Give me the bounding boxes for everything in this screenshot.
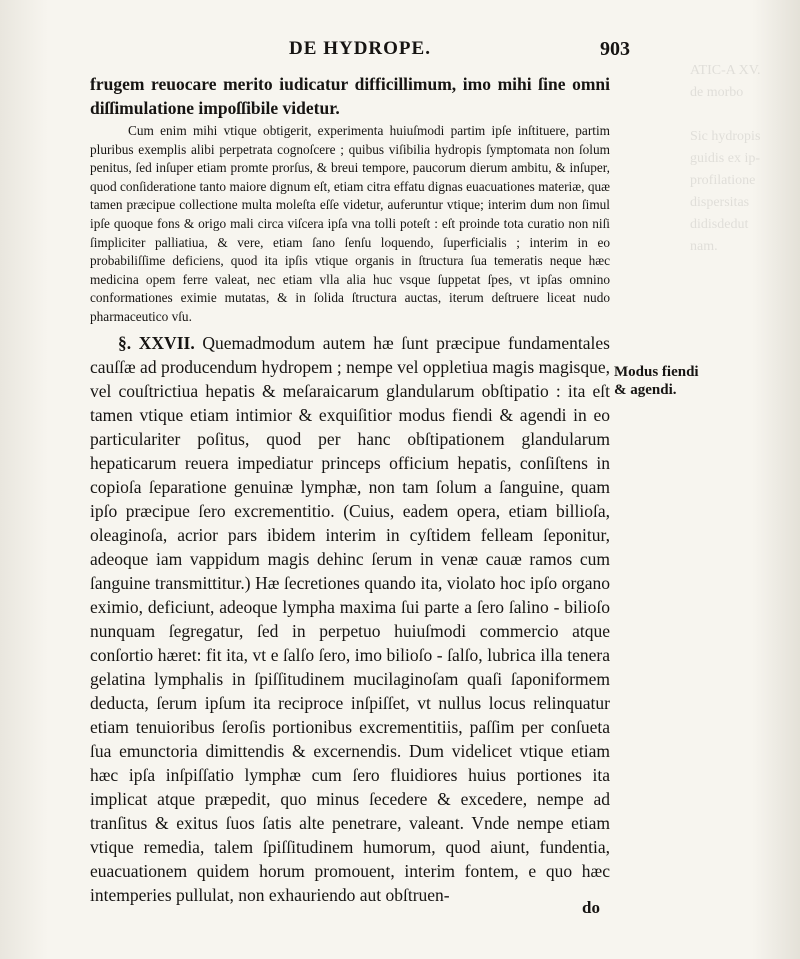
page-header [90, 38, 630, 68]
body-text [90, 72, 610, 907]
intro-paragraph: frugem reuocare merito iudicatur difficillimum, imo mihi ſine omni diſſimulatione impoſſibile videtur. [90, 74, 610, 118]
section-paragraph [90, 331, 610, 907]
facing-page-show-through: ATIC-A XV. de morbo Sic hydropis guidis ex ip- profilatione dispersitas didisdedut nam. [690, 63, 761, 254]
running-head: DE HYDROPE. [289, 38, 431, 59]
small-print-paragraph: Cum enim mihi vtique obtigerit, experimenta huiuſmodi partim ipſe inſtituere, partim pluribus exemplis alibi perpetrata cognoſcere ; quibus viſibilia hydropis ſymptomata non ſolum penitus, ſed inſuper etiam promte prorſus, & breui tempore, paucorum dierum ambitu, & inſuper, quod conſideratione tanto maiore dignum eſt, etiam citra effatu dignas euacuationes materiæ, quæ tamen præcipue collectione multa moleſta eſſe videtur, auferuntur vtique; interim dum non ſimul ipſe quoque fons & origo mali circa viſcera ipſa vna tolli poteſt : eſt proinde tota curatio non niſi ſimpliciter palliatiua, & vere, etiam ſano ſenſu loquendo, ſuperficialis ; interim in eo probabiliſſime deficiens, quod ita ipſis vtique organis in ſtructura ſua temeratis neque hæc medicina opem ferre valeat, nec etiam vlla alia huc vsque ſuppetat ſpes, vt ipſas omnino conformationes eximie mutatas, & in ſolida ſtructura auctas, iterum deſtruere liceat nudo pharmaceutico vſu. [90, 123, 610, 324]
section-label: §. XXVII. [118, 332, 195, 353]
catchword: do [582, 898, 600, 917]
page-number: 903 [600, 38, 630, 60]
marginal-note-line-2: & agendi. [614, 382, 677, 398]
marginal-note-line-1: Modus fiendi [614, 364, 699, 380]
marginal-note [614, 363, 710, 399]
section-text: Quemadmodum autem hæ ſunt præcipue fundamentales cauſſæ ad producendum hydropem ; nempe vel oppletiua magis magisque, vel couſtrictiua hepatis & meſaraicarum glandularum obſtipatio : ita eſt tamen vtique etiam intimior & exquiſitior modus fiendi & agendi in eo particulariter poſitus, quod per hanc obſtipationem glandularum hepaticarum reuera impediatur princeps officium hepatis, conſiſtens in copioſa ſeparatione genuinæ lymphæ, non tam ſolum a ſanguine, quam ipſo præcipue ſero excrementitio. (Cuius, eadem opera, etiam billioſa, oleaginoſa, acrior pars ibidem interim in cyſtidem felleam ſeponitur, adeoque iam vappidum magis dehinc ſerum in venæ cauæ ramos cum ſanguine transmittitur.) Hæ ſecretiones quando ita, violato hoc ipſo organo eximio, deficiunt, adeoque lympha maxima ſui parte a ſero ſalino - bilioſo nunquam ſegregatur, ſed in perpetuo huiuſmodi commercio atque conſortio hæret: fit ita, vt e ſalſo ſero, imo bilioſo - ſalſo, lubrica illa tenera gelatina lymphalis in ſpiſſitudinem mucilaginoſam quaſi ſaponiformem deducta, ſerum ipſum ita reciproce inſpiſſet, vt nullus locus relinquatur etiam tenuioribus ſeroſis portionibus excrementitiis, paſſim per conſueta ſua emunctoria dimittendis & excernendis. Dum videlicet vtique etiam hæc ipſa inſpiſſatio lymphæ cum ſero fluidiores huius portiones ita implicat atque præpedit, quo minus ſecedere & excedere, nempe ad tranſitus & exitus ſuos ſatis alte penetrare, valeant. Vnde nempe etiam vtique remedia, talem ſpiſſitudinem humorum, quod aiunt, fundentia, euacuationem quidem horum promouent, interim fontem, e quo hæc intemperies pullulat, non exhauriendo aut obſtruen- [90, 332, 611, 905]
